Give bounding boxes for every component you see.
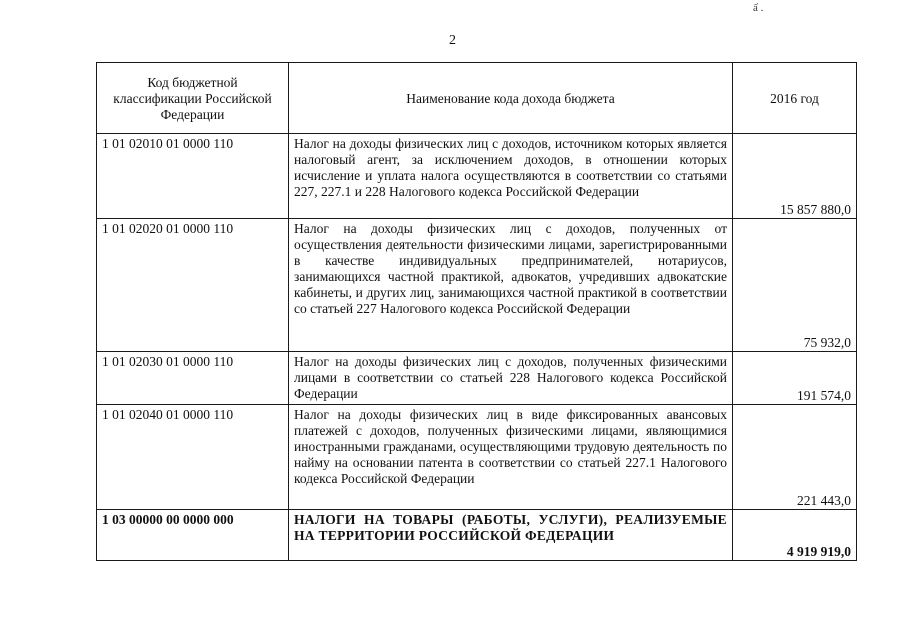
row-amount: 75 932,0 <box>733 219 857 352</box>
row-amount: 221 443,0 <box>733 405 857 510</box>
corner-mark: ấ . <box>753 2 764 14</box>
table-header-row <box>97 63 857 134</box>
table-row-total <box>97 510 857 561</box>
row-code: 1 03 00000 00 0000 000 <box>97 510 289 561</box>
page-number: 2 <box>449 33 456 48</box>
row-amount: 191 574,0 <box>733 352 857 405</box>
table-row <box>97 134 857 219</box>
row-amount: 15 857 880,0 <box>733 134 857 219</box>
table-row <box>97 405 857 510</box>
row-name: Налог на доходы физических лиц в виде фиксированных авансовых платежей с доходов, полученных физическими лицами, являющимися иностранными гражданами, осуществляющими трудовую деятельность по найму на основании патента в соответствии со статьей 227.1 Налогового кодекса Российской Федерации <box>289 405 733 510</box>
header-code: Код бюджетной классификации Российской Федерации <box>97 63 289 134</box>
header-name: Наименование кода дохода бюджета <box>289 63 733 134</box>
table-row <box>97 352 857 405</box>
row-name: Налог на доходы физических лиц с доходов, источником которых является налоговый агент, за исключением доходов, в отношении которых исчисление и уплата налога осуществляются в соответствии со статьями 227, 227.1 и 228 Налогового кодекса Российской Федерации <box>289 134 733 219</box>
header-year: 2016 год <box>733 63 857 134</box>
row-code: 1 01 02030 01 0000 110 <box>97 352 289 405</box>
row-name: Налог на доходы физических лиц с доходов, полученных от осуществления деятельности физическими лицами, зарегистрированными в качестве индивидуальных предпринимателей, нотариусов, занимающихся частной практикой, адвокатов, учредивших адвокатские кабинеты, и других лиц, занимающихся частной практикой в соответствии со статьей 227 Налогового кодекса Российской Федерации <box>289 219 733 352</box>
row-name: НАЛОГИ НА ТОВАРЫ (РАБОТЫ, УСЛУГИ), РЕАЛИЗУЕМЫЕ НА ТЕРРИТОРИИ РОССИЙСКОЙ ФЕДЕРАЦИИ <box>289 510 733 561</box>
row-amount: 4 919 919,0 <box>733 510 857 561</box>
row-code: 1 01 02010 01 0000 110 <box>97 134 289 219</box>
budget-revenue-table <box>96 62 857 561</box>
row-code: 1 01 02040 01 0000 110 <box>97 405 289 510</box>
row-name: Налог на доходы физических лиц с доходов, полученных физическими лицами в соответствии со статьей 228 Налогового кодекса Российской Федерации <box>289 352 733 405</box>
table-row <box>97 219 857 352</box>
row-code: 1 01 02020 01 0000 110 <box>97 219 289 352</box>
